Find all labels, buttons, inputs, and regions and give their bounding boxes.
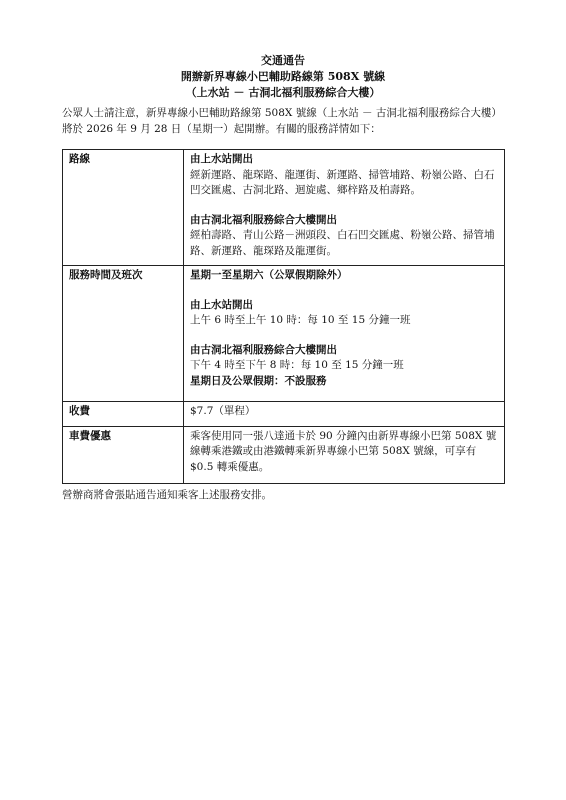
service-dir1-text: 上午 6 時至上午 10 時：每 10 至 15 分鐘一班 <box>190 314 411 326</box>
table-row <box>63 426 505 484</box>
service-dir1-heading: 由上水站開出 <box>190 298 253 311</box>
service-holiday: 星期日及公眾假期：不設服務 <box>190 374 327 387</box>
table-row <box>63 150 505 266</box>
intro-paragraph: 公眾人士請注意，新界專線小巴輔助路線第 508X 號線（上水站 － 古洞北福利服務綜合大樓）將於 2026 年 9 月 28 日（星期一）起開辦。有關的服務詳情如下： <box>62 107 502 135</box>
route-cell <box>184 150 505 266</box>
table-row <box>63 402 505 427</box>
service-dir2-heading: 由古洞北福利服務綜合大樓開出 <box>190 343 337 356</box>
concession-text: 乘客使用同一張八達通卡於 90 分鐘內由新界專線小巴第 508X 號線轉乘港鐵或由港鐵轉乘新界專線小巴第 508X 號線，可享有$0.5 轉乘優惠。 <box>190 429 497 473</box>
service-details-table <box>62 149 505 484</box>
route-dir1-text: 經新運路、龍琛路、龍運街、新運路、掃管埔路、粉嶺公路、白石凹交匯處、古洞北路、迴旋處、鄉梓路及柏壽路。 <box>190 168 495 196</box>
service-dir2-text: 下午 4 時至下午 8 時：每 10 至 15 分鐘一班 <box>190 359 404 371</box>
service-days: 星期一至星期六（公眾假期除外） <box>190 269 348 281</box>
notice-route-ends: （上水站 － 古洞北福利服務綜合大樓） <box>185 86 381 99</box>
route-dir2-heading: 由古洞北福利服務綜合大樓開出 <box>190 213 337 226</box>
concession-label: 車費優惠 <box>63 426 184 484</box>
footer-note: 營辦商將會張貼通告通知乘客上述服務安排。 <box>62 489 272 501</box>
route-dir1-heading: 由上水站開出 <box>190 153 253 165</box>
notice-title-block <box>0 53 566 101</box>
service-label: 服務時間及班次 <box>63 266 184 402</box>
concession-cell <box>184 426 505 484</box>
fare-value: $7.7（單程） <box>190 405 256 417</box>
fare-label: 收費 <box>63 402 184 427</box>
route-dir2-text: 經柏壽路、青山公路－洲頭段、白石凹交匯處、粉嶺公路、掃管埔路、新運路、龍琛路及龍運街。 <box>190 229 495 257</box>
fare-cell <box>184 402 505 427</box>
route-label: 路線 <box>63 150 184 266</box>
notice-title: 交通通告 <box>261 54 305 67</box>
table-row <box>63 266 505 402</box>
service-cell <box>184 266 505 402</box>
notice-subtitle: 開辦新界專線小巴輔助路線第 508X 號線 <box>180 70 386 83</box>
